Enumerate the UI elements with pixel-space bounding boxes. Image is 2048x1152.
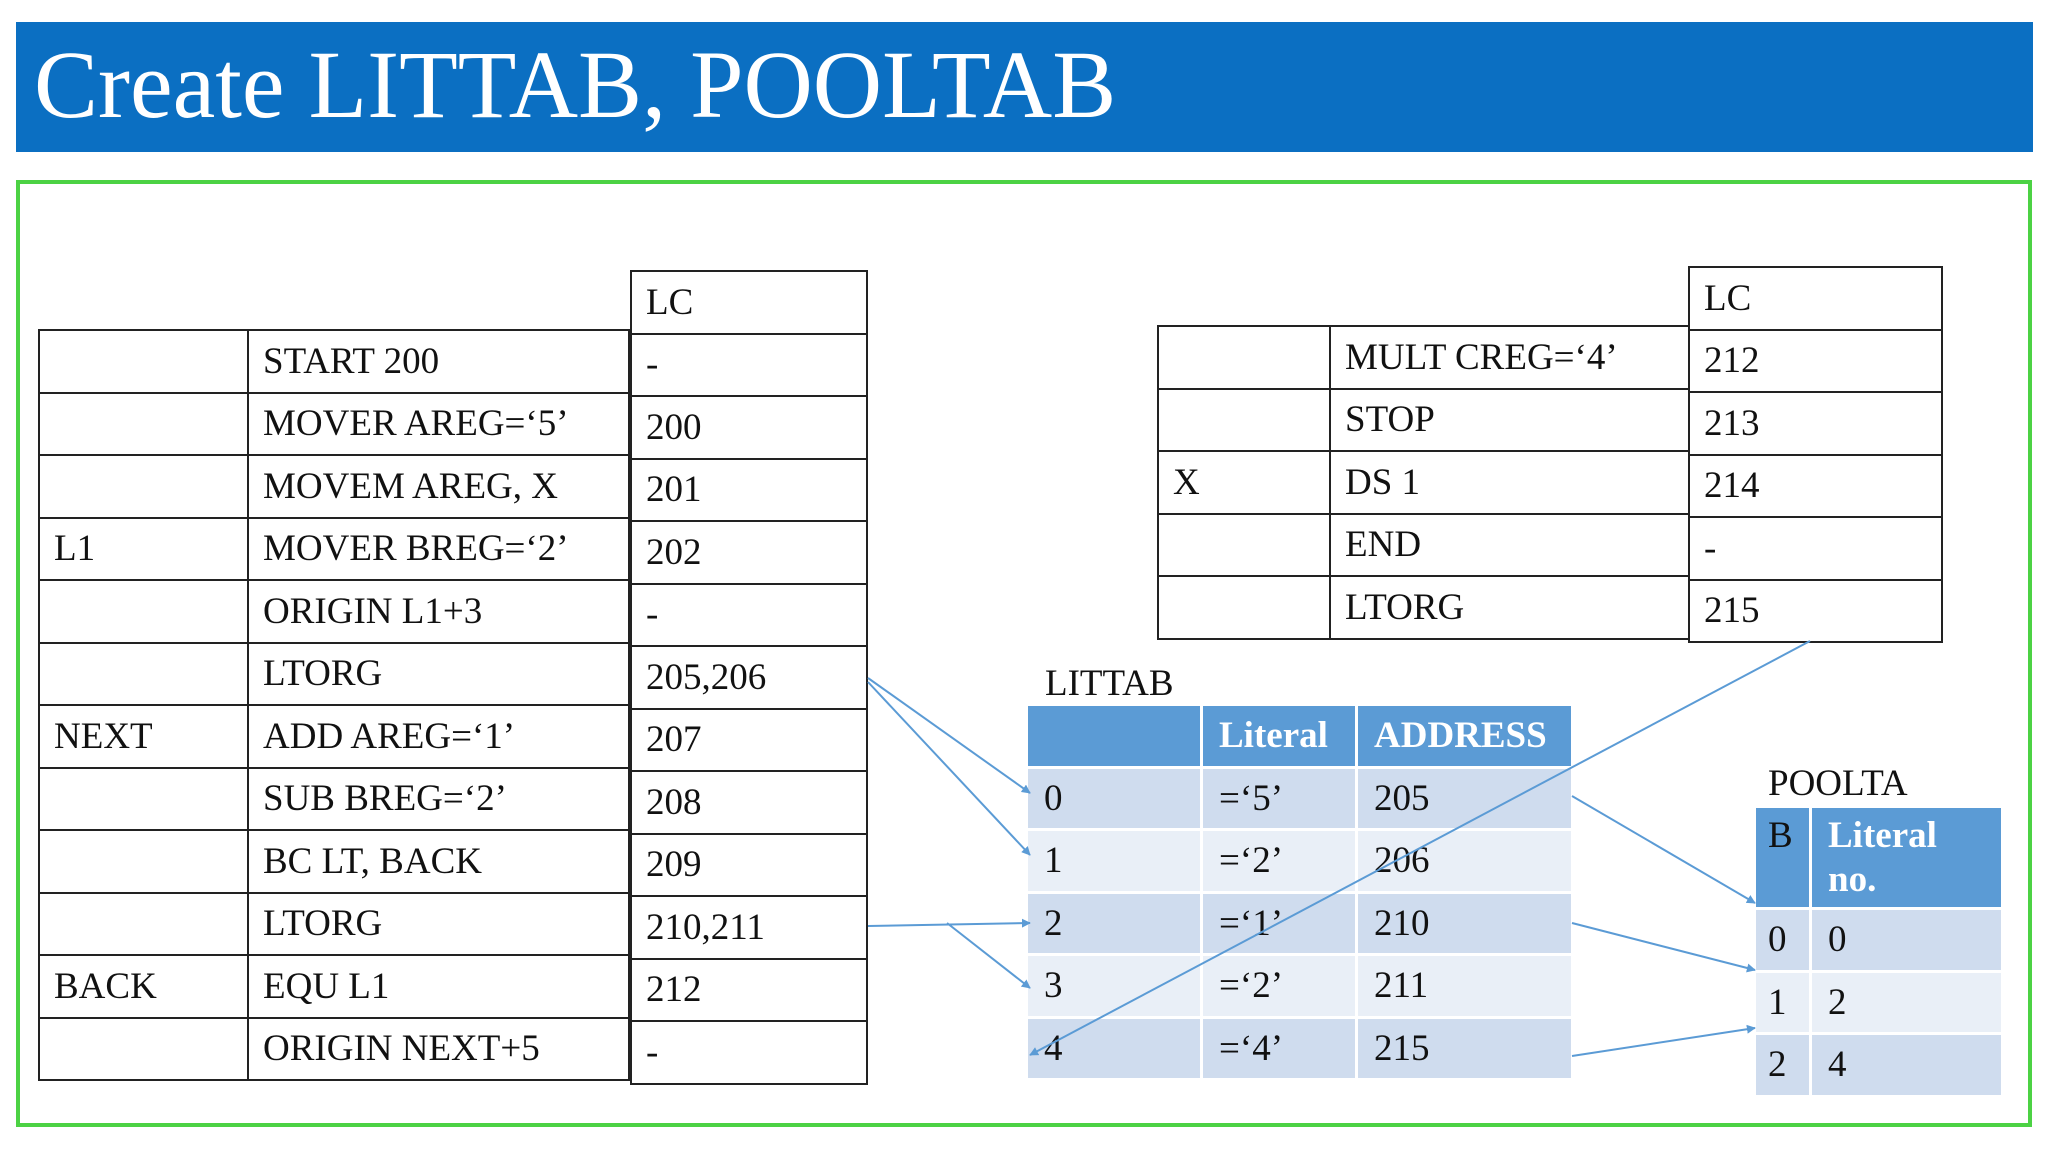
lc-row: [631, 771, 867, 834]
littab-address: 210: [1358, 894, 1574, 957]
statement-cell: END: [1330, 514, 1690, 577]
lc-cell: 209: [631, 834, 867, 897]
lc-row: [631, 959, 867, 1022]
littab-row: [1028, 956, 1574, 1019]
statement-cell: ORIGIN L1+3: [248, 580, 629, 643]
label-cell: X: [1158, 451, 1330, 514]
program-row: [39, 330, 629, 393]
label-cell: [39, 1018, 248, 1081]
lc-row: [1689, 580, 1942, 643]
lc-cell: 200: [631, 396, 867, 459]
lc-row: [1689, 455, 1942, 518]
lc-row: [631, 459, 867, 522]
pooltab-index: 2: [1756, 1035, 1812, 1098]
label-cell: [39, 330, 248, 393]
program-row: [39, 393, 629, 456]
littab-header-address: ADDRESS: [1358, 706, 1574, 769]
pooltab-title: POOLTA: [1768, 763, 1908, 804]
pooltab-literal-no: 4: [1812, 1035, 2004, 1098]
littab-address: 215: [1358, 1019, 1574, 1082]
program-table-right: [1157, 325, 1691, 640]
label-cell: BACK: [39, 955, 248, 1018]
program-row: [39, 955, 629, 1018]
label-cell: L1: [39, 518, 248, 581]
label-cell: [39, 893, 248, 956]
pooltab-row: [1756, 910, 2004, 973]
littab-header-index: [1028, 706, 1203, 769]
program-row: [39, 705, 629, 768]
statement-cell: MOVER AREG=‘5’: [248, 393, 629, 456]
pooltab-literal-no: 2: [1812, 973, 2004, 1036]
lc-cell: 213: [1689, 392, 1942, 455]
lc-row: [1689, 517, 1942, 580]
lc-cell: 214: [1689, 455, 1942, 518]
program-row: [39, 643, 629, 706]
statement-cell: MULT CREG=‘4’: [1330, 326, 1690, 389]
statement-cell: BC LT, BACK: [248, 830, 629, 893]
statement-cell: DS 1: [1330, 451, 1690, 514]
lc-header: LC: [1689, 267, 1942, 330]
littab-index: 0: [1028, 769, 1203, 832]
statement-cell: SUB BREG=‘2’: [248, 768, 629, 831]
lc-table-left: [630, 270, 868, 1085]
pooltab-row: [1756, 973, 2004, 1036]
littab-address: 205: [1358, 769, 1574, 832]
lc-row: [631, 709, 867, 772]
label-cell: [39, 643, 248, 706]
lc-cell: -: [631, 1021, 867, 1084]
lc-row: [1689, 392, 1942, 455]
pooltab-row: [1756, 1035, 2004, 1098]
program-row: [39, 768, 629, 831]
littab-row: [1028, 894, 1574, 957]
statement-cell: LTORG: [248, 893, 629, 956]
program-row: [1158, 389, 1690, 452]
label-cell: [1158, 514, 1330, 577]
lc-row: [1689, 330, 1942, 393]
lc-row: [631, 1021, 867, 1084]
littab-literal: =‘5’: [1203, 769, 1358, 832]
statement-cell: STOP: [1330, 389, 1690, 452]
program-row: [1158, 514, 1690, 577]
program-row: [1158, 326, 1690, 389]
lc-header: LC: [631, 271, 867, 334]
littab-literal: =‘4’: [1203, 1019, 1358, 1082]
statement-cell: LTORG: [1330, 576, 1690, 639]
littab-row: [1028, 1019, 1574, 1082]
program-row: [39, 518, 629, 581]
statement-cell: START 200: [248, 330, 629, 393]
pooltab-header-index: B: [1756, 808, 1812, 910]
lc-cell: -: [1689, 517, 1942, 580]
lc-cell: 201: [631, 459, 867, 522]
statement-cell: ADD AREG=‘1’: [248, 705, 629, 768]
littab-index: 1: [1028, 831, 1203, 894]
lc-cell: 205,206: [631, 646, 867, 709]
label-cell: [1158, 326, 1330, 389]
littab-index: 4: [1028, 1019, 1203, 1082]
pooltab-literal-no: 0: [1812, 910, 2004, 973]
program-row: [39, 580, 629, 643]
program-row: [39, 455, 629, 518]
program-table-left: [38, 329, 630, 1081]
label-cell: [1158, 576, 1330, 639]
littab-literal: =‘1’: [1203, 894, 1358, 957]
label-cell: [39, 768, 248, 831]
title-bar: [16, 22, 2033, 152]
label-cell: NEXT: [39, 705, 248, 768]
program-row: [1158, 576, 1690, 639]
lc-cell: 207: [631, 709, 867, 772]
littab-address: 206: [1358, 831, 1574, 894]
pooltab-header-row: [1756, 808, 2004, 910]
lc-row: [631, 334, 867, 397]
statement-cell: MOVEM AREG, X: [248, 455, 629, 518]
program-row: [39, 893, 629, 956]
littab-row: [1028, 769, 1574, 832]
pooltab-header-literal-no: Literal no.: [1812, 808, 2004, 910]
lc-cell: -: [631, 334, 867, 397]
littab-address: 211: [1358, 956, 1574, 1019]
lc-cell: 215: [1689, 580, 1942, 643]
littab-literal: =‘2’: [1203, 831, 1358, 894]
littab-index: 3: [1028, 956, 1203, 1019]
littab-literal: =‘2’: [1203, 956, 1358, 1019]
label-cell: [39, 830, 248, 893]
lc-cell: 202: [631, 521, 867, 584]
lc-row: [631, 646, 867, 709]
lc-cell: -: [631, 584, 867, 647]
lc-cell: 210,211: [631, 896, 867, 959]
littab-row: [1028, 831, 1574, 894]
lc-header-row: [1689, 267, 1942, 330]
label-cell: [39, 455, 248, 518]
slide-title: Create LITTAB, POOLTAB: [34, 31, 1117, 138]
lc-cell: 208: [631, 771, 867, 834]
littab-header-row: [1028, 706, 1574, 769]
label-cell: [1158, 389, 1330, 452]
lc-row: [631, 834, 867, 897]
pooltab-index: 0: [1756, 910, 1812, 973]
lc-row: [631, 521, 867, 584]
lc-cell: 212: [1689, 330, 1942, 393]
littab-index: 2: [1028, 894, 1203, 957]
lc-row: [631, 896, 867, 959]
statement-cell: ORIGIN NEXT+5: [248, 1018, 629, 1081]
program-row: [39, 1018, 629, 1081]
program-row: [1158, 451, 1690, 514]
lc-row: [631, 584, 867, 647]
lc-cell: 212: [631, 959, 867, 1022]
program-row: [39, 830, 629, 893]
statement-cell: EQU L1: [248, 955, 629, 1018]
statement-cell: LTORG: [248, 643, 629, 706]
littab-header-literal: Literal: [1203, 706, 1358, 769]
pooltab-index: 1: [1756, 973, 1812, 1036]
label-cell: [39, 393, 248, 456]
littab-table: [1028, 706, 1574, 1081]
lc-header-row: [631, 271, 867, 334]
label-cell: [39, 580, 248, 643]
lc-row: [631, 396, 867, 459]
lc-table-right: [1688, 266, 1943, 643]
statement-cell: MOVER BREG=‘2’: [248, 518, 629, 581]
pooltab-table: [1756, 808, 2004, 1098]
littab-title: LITTAB: [1045, 663, 1174, 704]
